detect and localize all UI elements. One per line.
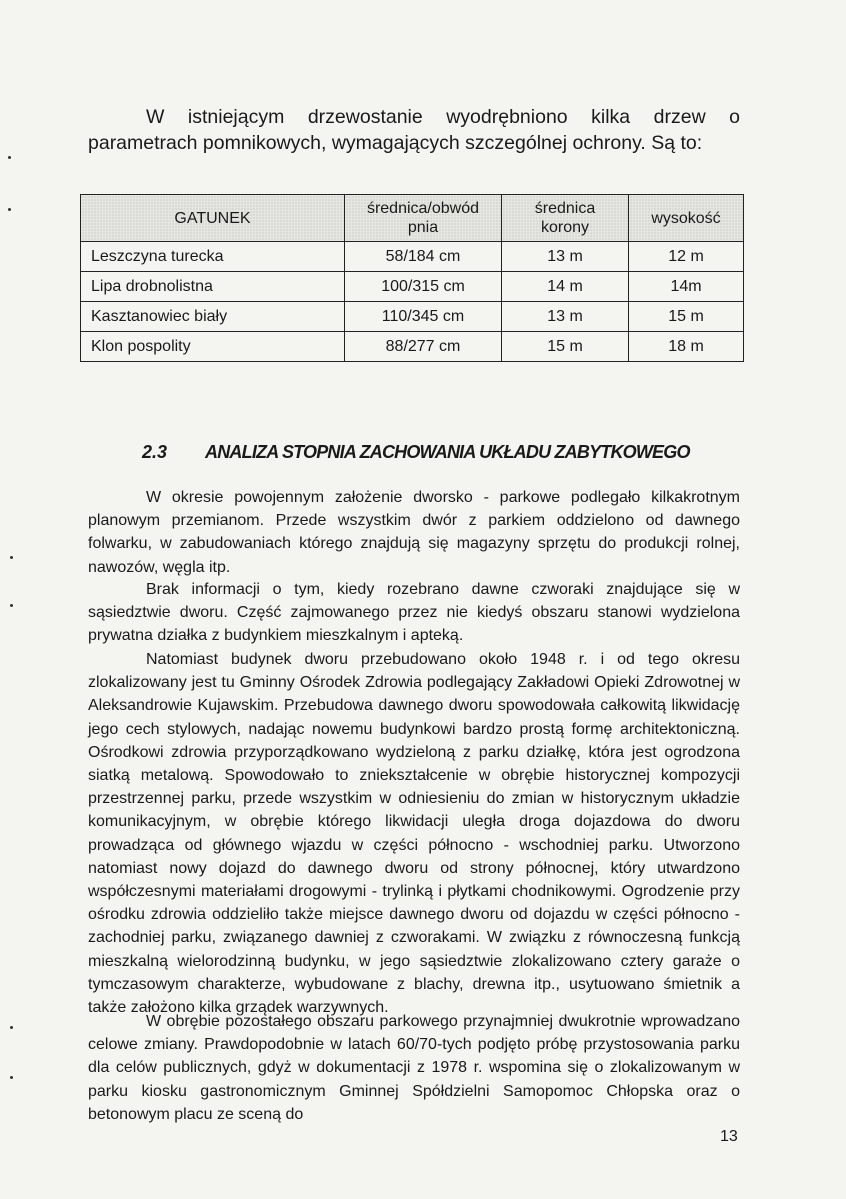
page-number: 13 bbox=[720, 1128, 738, 1145]
table-header-row bbox=[81, 195, 744, 242]
scan-speck bbox=[8, 156, 11, 159]
section-heading bbox=[142, 442, 690, 463]
table-row bbox=[81, 272, 744, 302]
cell-species: Klon pospolity bbox=[81, 332, 345, 362]
cell-trunk: 100/315 cm bbox=[345, 272, 502, 302]
cell-height: 12 m bbox=[629, 242, 744, 272]
cell-species: Leszczyna turecka bbox=[81, 242, 345, 272]
paragraph-4: W obrębie pozostałego obszaru parkowego przynajmniej dwukrotnie wprowadzano celowe zmiany. Prawdopodobnie w latach 60/70-tych podjęto próbę przystosowania parku dla celów publicznych, gdyż w dokumentacji z 1978 r. wspomina się o zlokalizowanym w parku kiosku gastronomicznym Gminnej Spółdzielni Samopomoc Chłopska oraz o betonowym placu ze sceną do bbox=[88, 1013, 740, 1123]
cell-height: 14m bbox=[629, 272, 744, 302]
header-crown-diameter: średnica korony bbox=[502, 195, 629, 242]
paragraph-1: W okresie powojennym założenie dworsko - parkowe podlegało kilkakrotnym planowym przemianom. Przede wszystkim dwór z parkiem oddzielono od dawnego folwarku, w zabudowaniach którego znajdują się magazyny sprzętu do produkcji rolnej, nawozów, węgla itp. bbox=[88, 489, 740, 576]
trees-table bbox=[80, 194, 744, 362]
scan-speck bbox=[10, 604, 13, 607]
header-species: GATUNEK bbox=[81, 195, 345, 242]
cell-height: 15 m bbox=[629, 302, 744, 332]
paragraph-3: Natomiast budynek dworu przebudowano około 1948 r. i od tego okresu zlokalizowany jest tu Gminny Ośrodek Zdrowia podlegający Zakładowi Opieki Zdrowotnej w Aleksandrowie Kujawskim. Przebudowa dawnego dworu spowodowała całkowitą likwidację jego cech stylowych, nadając nowemu budynkowi bardzo prostą formę architektoniczną. Ośrodkowi zdrowia przyporządkowano wydzieloną z parku działkę, która jest ogrodzona siatką metalową. Spowodowało to zniekształcenie w obrębie historycznej kompozycji przestrzennej parku, przede wszystkim w odniesieniu do zmian w historycznym układzie komunikacyjnym, w obrębie którego likwidacji uległa droga dojazdowa do dworu prowadząca od głównego wjazdu w części północno - wschodniej parku. Utworzono natomiast nowy dojazd do dawnego dworu od strony północnej, który utwardzono współczesnymi materiałami drogowymi - trylinką i płytkami chodnikowymi. Ogrodzenie przy ośrodku zdrowia oddzieliło także miejsce dawnego dworu od dojazdu w części północno - zachodniej parku, związanego dawniej z czworakami. W związku z równoczesną funkcją mieszkalną wielorodzinną budynku, w jego sąsiedztwie zlokalizowano cztery garaże o tymczasowym charakterze, wybudowane z blachy, drewna itp., usytuowano śmietnik a także założono kilka grządek warzywnych. bbox=[88, 651, 740, 1017]
scan-speck bbox=[8, 208, 11, 211]
table-row bbox=[81, 332, 744, 362]
paragraph-2: Brak informacji o tym, kiedy rozebrano dawne czworaki znajdujące się w sąsiedztwie dworu. Część zajmowanego przez nie kiedyś obszaru stanowi wydzielona prywatna działka z budynkiem mieszkalnym i apteką. bbox=[88, 581, 740, 645]
cell-species: Kasztanowiec biały bbox=[81, 302, 345, 332]
scan-speck bbox=[10, 1026, 13, 1029]
cell-trunk: 110/345 cm bbox=[345, 302, 502, 332]
section-title: ANALIZA STOPNIA ZACHOWANIA UKŁADU ZABYTKOWEGO bbox=[205, 442, 690, 462]
cell-species: Lipa drobnolistna bbox=[81, 272, 345, 302]
intro-paragraph: W istniejącym drzewostanie wyodrębniono kilka drzew o parametrach pomnikowych, wymagających szczególnej ochrony. Są to: bbox=[88, 106, 740, 154]
cell-height: 18 m bbox=[629, 332, 744, 362]
table-row bbox=[81, 302, 744, 332]
header-trunk-diameter: średnica/obwód pnia bbox=[345, 195, 502, 242]
section-number: 2.3 bbox=[142, 442, 168, 462]
cell-crown: 13 m bbox=[502, 242, 629, 272]
scan-speck bbox=[10, 556, 13, 559]
cell-crown: 14 m bbox=[502, 272, 629, 302]
cell-trunk: 88/277 cm bbox=[345, 332, 502, 362]
scan-speck bbox=[10, 1076, 13, 1079]
cell-trunk: 58/184 cm bbox=[345, 242, 502, 272]
cell-crown: 13 m bbox=[502, 302, 629, 332]
table-row bbox=[81, 242, 744, 272]
header-height: wysokość bbox=[629, 195, 744, 242]
cell-crown: 15 m bbox=[502, 332, 629, 362]
